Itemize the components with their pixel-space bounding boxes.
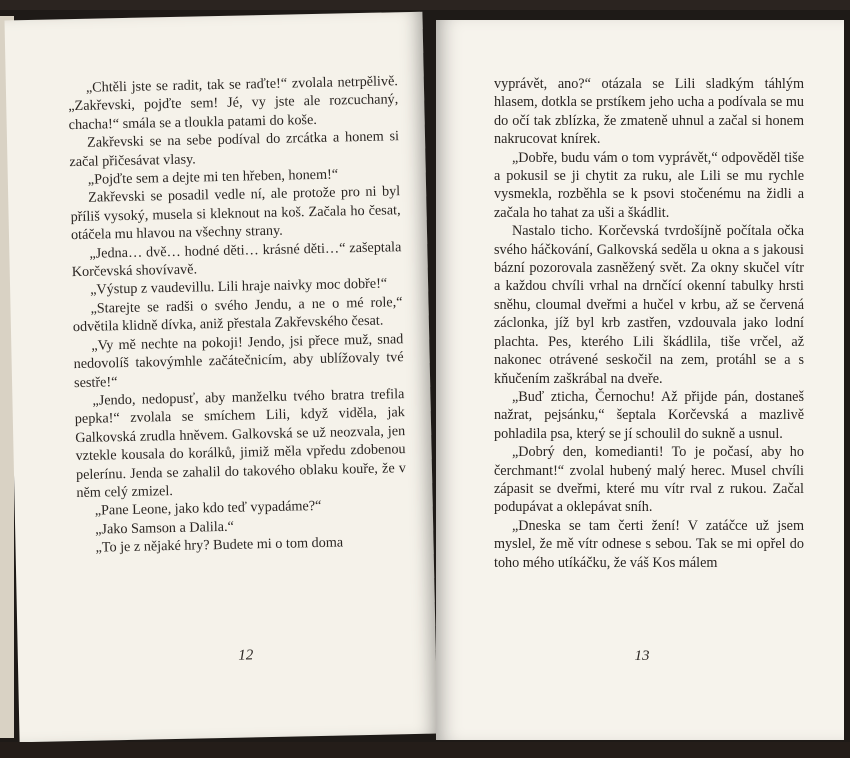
paragraph: „Jedna… dvě… hodné děti… krásné děti…“ zašeptala Korčevská shovívavě. [71, 238, 402, 281]
paragraph: „Dobrý den, komedianti! To je počasí, aby ho čerchmant!“ zvolal hubený malý herec. Musel chvíli zápasit se dveřmi, které mu vítr rval z rukou. Začal podupávat a oklepávat sníh. [494, 444, 804, 516]
paragraph: Nastalo ticho. Korčevská tvrdošíjně počítala očka svého háčkování, Galkovská seděla u okna a s jakousi bázní pozorovala zasněžený svět. Za okny skučel vítr a každou chvíli vrhal na drnčící okenní tabulky hrsti sněhu, cloumal dveřmi a hučel v krbu, až se červená záclonka, jíž byl krb zastřen, vzdouvala jako lodní plachta. Pes, kterého Lili škádlila, tiše vrčel, až nakonec otrávené seskočil na zem, protáhl se a s kňučením zaškrábal na dveře. [494, 223, 804, 387]
book-top-edge [0, 0, 850, 10]
paragraph: „Dobře, budu vám o tom vyprávět,“ odpověděl tiše a pokusil se ji chytit za ruku, ale Lili se mu rychle vysmekla, rozběhla se k psovi stočenému na židli a začala ho tahat za uši a škádlit. [494, 149, 804, 221]
page-number-right: 13 [634, 648, 650, 664]
paragraph: „Starejte se radši o svého Jendu, a ne o mé role,“ odvětila klidně dívka, aniž přestala Zakřevského česat. [72, 294, 403, 336]
paragraph: „Jendo, nedopusť, aby manželku tvého bratra trefila pepka!“ zvolala se smíchem Lili, když viděla, jak Galkovská zrudla hněvem. Galkovská se už neozvala, jen vztekle kousala do korálků, jimiž měla vpředu zdobenou pelerínu. Jenda se zahalil do takového oblaku kouře, že v něm celý zmizel. [74, 386, 407, 501]
left-page-text [68, 72, 408, 557]
page-number-left: 12 [238, 647, 254, 664]
paragraph: „Dneska se tam čerti žení! V zatáčce už jsem myslel, že mě vítr odnese s sebou. Tak se mi opřel do toho mého utíkáčku, že váš Kos málem [494, 517, 804, 571]
paragraph: „To je z nějaké hry? Budete mi o tom doma [95, 534, 344, 556]
paragraph: Zakřevski se posadil vedle ní, ale protože pro ni byl příliš vysoký, musela si kleknout na koš. Začala ho česat, otáčela mu hlavou na všechny strany. [70, 183, 401, 244]
book-bottom-edge [0, 742, 850, 758]
right-page-text [494, 75, 804, 572]
paragraph: „Vy mě nechte na pokoji! Jendo, jsi přece muž, snad nedovolíš takovýmhle začátečnicím, aby ublížovaly tvé sestře!“ [73, 330, 404, 391]
paragraph: „Jako Samson a Dalila.“ [94, 518, 234, 538]
paragraph: Zakřevski se na sebe podíval do zrcátka a honem si začal přičesávat vlasy. [69, 128, 400, 170]
paragraph: „Pane Leone, jako kdo teď vypadáme?“ [94, 498, 322, 520]
paragraph: „Výstup z vaudevillu. Lili hraje naivky moc dobře!“ [89, 275, 388, 299]
right-page [436, 20, 844, 740]
left-page [4, 12, 437, 743]
paragraph: „Pojďte sem a dejte mi ten hřeben, honem!“ [87, 166, 339, 188]
paragraph: „Chtěli jste se radit, tak se raďte!“ zvolala netrpělivě. „Zakřevski, pojďte sem! Jé, vy jste ale rozcuchaný, chacha!“ smála se a tloukla patami do koše. [68, 73, 399, 133]
paragraph: vyprávět, ano?“ otázala se Lili sladkým táhlým hlasem, dotkla se prstíkem jeho ucha a podívala se mu do očí tak zblízka, že zmateně uhnul a začal si honem nakrucovat knírek. [494, 76, 804, 148]
paragraph: „Buď zticha, Černochu! Až přijde pán, dostaneš nažrat, pejsánku,“ šeptala Korčevská a mazlivě pohladila psa, který se jí schoulil do sukně a usnul. [494, 388, 804, 442]
